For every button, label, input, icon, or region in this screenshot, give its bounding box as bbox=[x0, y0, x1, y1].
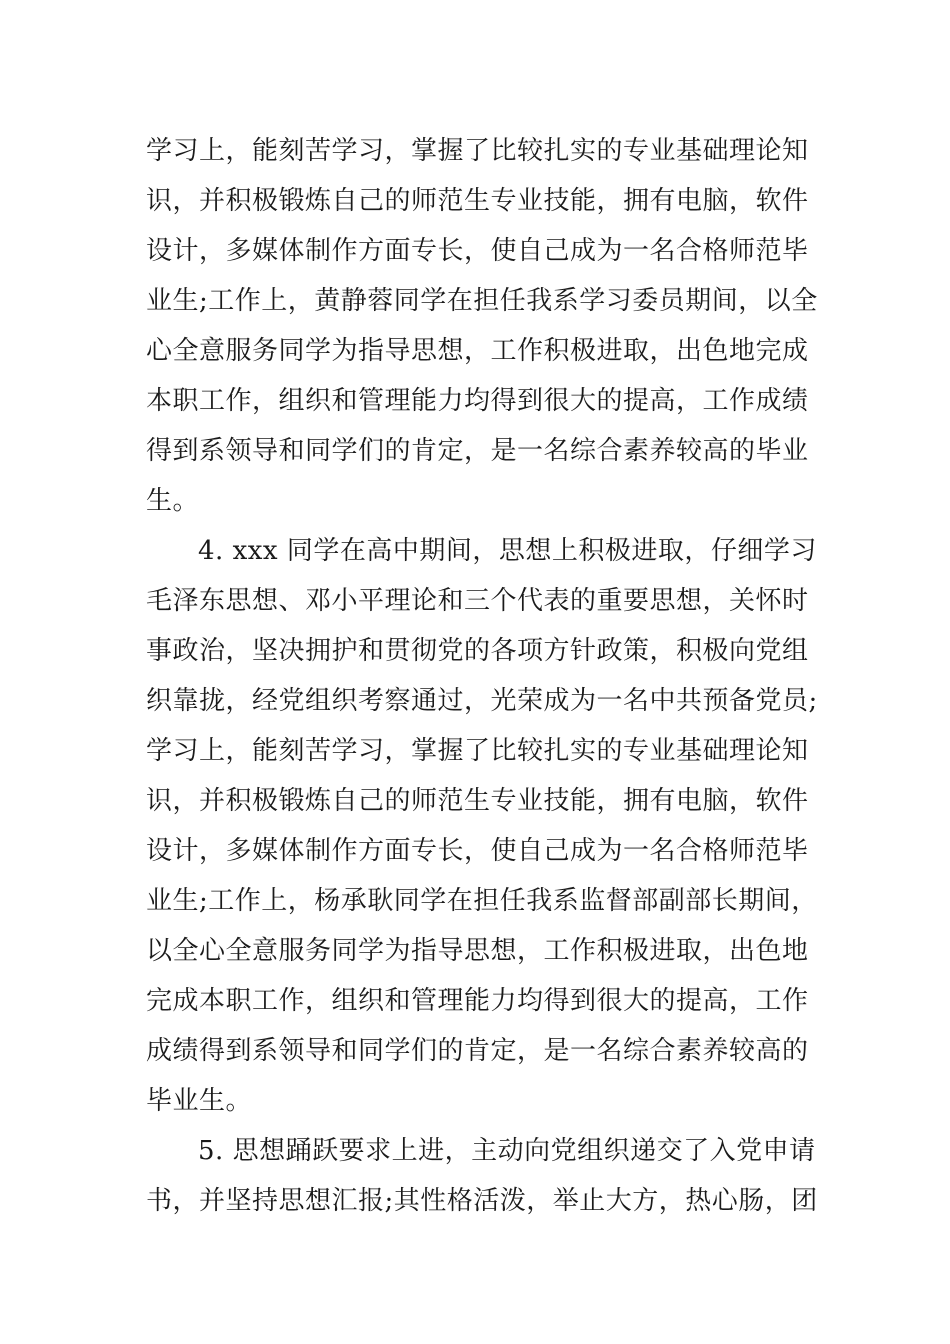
paragraph-3-line-1: 学习上，能刻苦学习，掌握了比较扎实的专业基础理论知 bbox=[146, 136, 809, 166]
paragraph-4-line-6: 识，并积极锻炼自己的师范生专业技能，拥有电脑，软件 bbox=[146, 786, 809, 816]
paragraph-4-line-11: 成绩得到系领导和同学们的肯定，是一名综合素养较高的 bbox=[146, 1036, 809, 1066]
paragraph-3-line-8: 生。 bbox=[146, 486, 200, 516]
paragraph-4-line-1: 4. xxx 同学在高中期间，思想上积极进取，仔细学习 bbox=[198, 536, 817, 566]
paragraph-4-line-5: 学习上，能刻苦学习，掌握了比较扎实的专业基础理论知 bbox=[146, 736, 809, 766]
paragraph-3-line-3: 设计，多媒体制作方面专长，使自己成为一名合格师范毕 bbox=[146, 236, 809, 266]
paragraph-4-line-2: 毛泽东思想、邓小平理论和三个代表的重要思想，关怀时 bbox=[146, 586, 809, 616]
paragraph-4-line-4: 织靠拢，经党组织考察通过，光荣成为一名中共预备党员; bbox=[146, 686, 818, 716]
paragraph-4-line-12: 毕业生。 bbox=[146, 1086, 253, 1116]
paragraph-5-line-2: 书，并坚持思想汇报;其性格活泼，举止大方，热心肠，团 bbox=[146, 1186, 818, 1216]
paragraph-4-line-3: 事政治，坚决拥护和贯彻党的各项方针政策，积极向党组 bbox=[146, 636, 809, 666]
paragraph-3-line-4: 业生;工作上，黄静蓉同学在担任我系学习委员期间，以全 bbox=[146, 286, 818, 316]
paragraph-3-line-5: 心全意服务同学为指导思想，工作积极进取，出色地完成 bbox=[146, 336, 809, 366]
paragraph-3-line-6: 本职工作，组织和管理能力均得到很大的提高，工作成绩 bbox=[146, 386, 809, 416]
paragraph-4-line-9: 以全心全意服务同学为指导思想，工作积极进取，出色地 bbox=[146, 936, 809, 966]
paragraph-3-line-7: 得到系领导和同学们的肯定，是一名综合素养较高的毕业 bbox=[146, 436, 809, 466]
paragraph-3-line-2: 识，并积极锻炼自己的师范生专业技能，拥有电脑，软件 bbox=[146, 186, 809, 216]
paragraph-4-line-8: 业生;工作上，杨承耿同学在担任我系监督部副部长期间， bbox=[146, 886, 818, 916]
paragraph-5-line-1: 5. 思想踊跃要求上进，主动向党组织递交了入党申请 bbox=[198, 1136, 816, 1166]
paragraph-4-line-7: 设计，多媒体制作方面专长，使自己成为一名合格师范毕 bbox=[146, 836, 809, 866]
paragraph-4-line-10: 完成本职工作，组织和管理能力均得到很大的提高，工作 bbox=[146, 986, 809, 1016]
